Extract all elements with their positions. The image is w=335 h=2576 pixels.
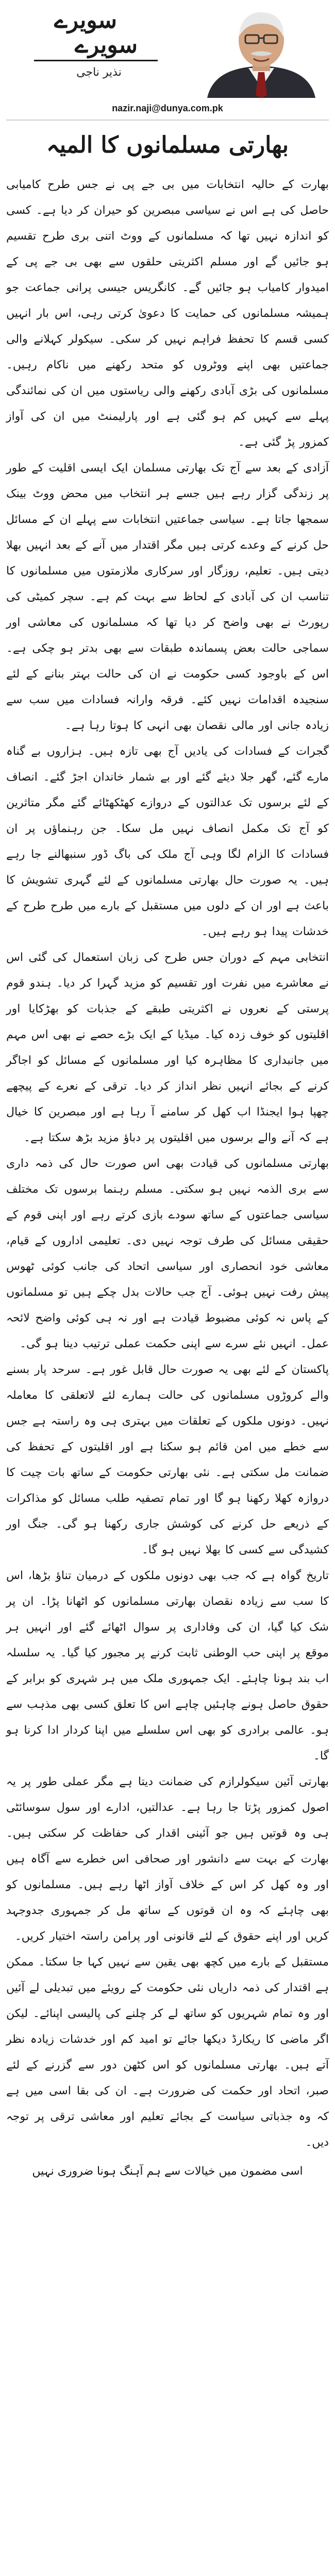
article-paragraph: مستقبل کے بارے میں کچھ بھی یقین سے نہیں کہا جا سکتا۔ ممکن ہے اقتدار کی ذمہ داریاں نئی حکومت کے رویئے میں تبدیلی لے آئیں اور وہ تمام شہریوں کو ساتھ لے کر چلنے کی پالیسی اپنائے۔ لیکن اگر ماضی کا ریکارڈ دیکھا جائے تو امید کم اور خدشات زیادہ نظر آتے ہیں۔ بھارتی مسلمانوں کو اس کٹھن دور سے گزرنے کے لئے صبر، اتحاد اور حکمت کی ضرورت ہے۔ ان کی بقا اسی میں ہے کہ وہ جذباتی سیاست کے بجائے تعلیم اور معاشی ترقی پر توجہ دیں۔	[6, 1956, 329, 2149]
author-portrait	[197, 5, 326, 98]
author-email: nazir.naji@dunya.com.pk	[112, 103, 223, 113]
article-paragraph: پاکستان کے لئے بھی یہ صورت حال قابل غور ہے۔ سرحد پار بسنے والے کروڑوں مسلمانوں کی حالت ہمارے لئے لاتعلقی کا معاملہ نہیں۔ دونوں ملکوں کے تعلقات میں بہتری ہی وہ راستہ ہے جس سے خطے میں امن قائم ہو سکتا ہے اور اقلیتوں کے تحفظ کی ضمانت مل سکتی ہے۔ نئی بھارتی حکومت کے ساتھ بات چیت کا دروازہ کھلا رکھنا ہو گا اور تمام تصفیہ طلب مسائل کو مذاکرات کے ذریعے حل کرنے کی کوشش جاری رکھنا ہو گی۔ جنگ اور کشیدگی سے کسی کا بھلا نہیں ہو گا۔	[6, 1363, 329, 1556]
masthead-line-1: سویرے	[54, 7, 117, 33]
article-paragraph: بھارتی مسلمانوں کی قیادت بھی اس صورت حال کی ذمہ داری سے بری الذمہ نہیں ہو سکتی۔ مسلم رہنما برسوں تک مختلف سیاسی جماعتوں کے ساتھ سودے بازی کرتے رہے اور اپنی قوم کے حقیقی مسائل کی طرف توجہ نہیں دی۔ تعلیمی اداروں کے قیام، معاشی خود انحصاری اور سیاسی اتحاد کی جانب کوئی ٹھوس پیش رفت نہیں ہوئی۔ آج جب حالات بدل چکے ہیں تو مسلمانوں کے پاس نہ کوئی مضبوط قیادت ہے اور نہ ہی کوئی واضح لائحہ عمل۔ انہیں نئے سرے سے اپنی حکمت عملی ترتیب دینا ہو گی۔	[6, 1157, 329, 1350]
article-paragraph: آزادی کے بعد سے آج تک بھارتی مسلمان ایک ایسی اقلیت کے طور پر زندگی گزار رہے ہیں جسے ہر انتخاب میں محض ووٹ بینک سمجھا جاتا ہے۔ سیاسی جماعتیں انتخابات سے پہلے ان کے مسائل حل کرنے کے وعدے کرتی ہیں مگر اقتدار میں آنے کے بعد انہیں بھلا دیتی ہیں۔ تعلیم، روزگار اور سرکاری ملازمتوں میں مسلمانوں کا تناسب ان کی آبادی کے لحاظ سے بہت کم ہے۔ سچر کمیٹی کی رپورٹ نے بھی واضح کر دیا تھا کہ مسلمانوں کی معاشی اور سماجی حالت بعض پسماندہ طبقات سے بھی بدتر ہو چکی ہے۔ اس کے باوجود کسی حکومت نے ان کی حالت بہتر بنانے کے لئے سنجیدہ اقدامات نہیں کئے۔ فرقہ وارانہ فسادات میں سب سے زیادہ جانی اور مالی نقصان بھی انہی کا ہوتا رہا ہے۔	[6, 462, 329, 732]
author-name: نذیر ناجی	[76, 66, 122, 79]
column-masthead	[19, 8, 173, 61]
article-paragraph: تاریخ گواہ ہے کہ جب بھی دونوں ملکوں کے درمیان تناؤ بڑھا، اس کا سب سے زیادہ نقصان بھارتی مسلمانوں کو اٹھانا پڑا۔ ان پر شک کیا گیا، ان کی وفاداری پر سوال اٹھائے گئے اور انہیں ہر موقع پر اپنی حب الوطنی ثابت کرنے پر مجبور کیا گیا۔ یہ سلسلہ اب بند ہونا چاہئے۔ ایک جمہوری ملک میں ہر شہری کو برابر کے حقوق حاصل ہونے چاہئیں چاہے اس کا تعلق کسی بھی مذہب سے ہو۔ عالمی برادری کو بھی اس سلسلے میں اپنا کردار ادا کرنا ہو گا۔	[6, 1569, 329, 1762]
masthead-rule	[34, 60, 158, 61]
article-disclaimer: اسی مضمون میں خیالات سے ہم آہنگ ہونا ضروری نہیں	[32, 2165, 303, 2178]
article-paragraph: انتخابی مہم کے دوران جس طرح کی زبان استعمال کی گئی اس نے معاشرے میں نفرت اور تقسیم کو مزید گہرا کر دیا۔ ہندو قوم پرستی کے نعروں نے اکثریتی طبقے کے جذبات کو بھڑکایا اور اقلیتوں کو خوف زدہ کیا۔ میڈیا کے ایک بڑے حصے نے بھی اس مہم میں جانبداری کا مظاہرہ کیا اور مسلمانوں کے مسائل کو اجاگر کرنے کے بجائے انہیں نظر انداز کر دیا۔ ترقی کے نعرے کے پیچھے چھپا ہوا ایجنڈا اب کھل کر سامنے آ رہا ہے اور مبصرین کا خیال ہے کہ آنے والے برسوں میں اقلیتوں پر دباؤ مزید بڑھ سکتا ہے۔	[6, 951, 329, 1144]
article-headline: بھارتی مسلمانوں کا المیہ	[46, 132, 289, 158]
author-portrait-image	[197, 5, 326, 98]
article-paragraph: بھارت کے حالیہ انتخابات میں بی جے پی نے جس طرح کامیابی حاصل کی ہے اس نے سیاسی مبصرین کو حیران کر دیا ہے۔ کسی کو اندازہ نہیں تھا کہ مسلمانوں کے ووٹ اتنی بری طرح تقسیم ہو جائیں گے اور مسلم اکثریتی حلقوں سے بھی بی جے پی کے امیدوار کامیاب ہو جائیں گے۔ کانگریس جیسی پرانی جماعت جو ہمیشہ مسلمانوں کی حمایت کا دعویٰ کرتی رہی، اس بار انہیں کسی قسم کا تحفظ فراہم نہیں کر سکی۔ سیکولر کہلانے والی جماعتیں بھی اپنے ووٹروں کو متحد رکھنے میں ناکام رہیں۔ مسلمانوں کی بڑی آبادی رکھنے والی ریاستوں میں ان کی نمائندگی پہلے سے کہیں کم ہو گئی ہے اور پارلیمنٹ میں ان کی آواز کمزور پڑ گئی ہے۔	[6, 178, 329, 449]
article-body	[6, 172, 329, 2156]
masthead-line-2: سویرے	[75, 32, 138, 58]
article-paragraph: گجرات کے فسادات کی یادیں آج بھی تازہ ہیں۔ ہزاروں بے گناہ مارے گئے، گھر جلا دیئے گئے اور بے شمار خاندان اجڑ گئے۔ انصاف کے لئے برسوں تک عدالتوں کے دروازے کھٹکھٹائے گئے مگر متاثرین کو آج تک مکمل انصاف نہیں مل سکا۔ جن رہنماؤں پر ان فسادات کا الزام لگا وہی آج ملک کی باگ ڈور سنبھالنے جا رہے ہیں۔ یہ صورت حال بھارتی مسلمانوں کے لئے گہری تشویش کا باعث ہے اور ان کے دلوں میں مستقبل کے بارے میں طرح طرح کے خدشات پیدا ہو رہے ہیں۔	[6, 745, 329, 938]
article-paragraph: بھارتی آئین سیکولرازم کی ضمانت دیتا ہے مگر عملی طور پر یہ اصول کمزور پڑتا جا رہا ہے۔ عدالتیں، ادارے اور سول سوسائٹی ہی وہ قوتیں ہیں جو آئینی اقدار کی حفاظت کر سکتی ہیں۔ بھارت کے بہت سے دانشور اور صحافی اس خطرے سے آگاہ ہیں اور وہ کھل کر اس کے خلاف آواز اٹھا رہے ہیں۔ مسلمانوں کو بھی چاہئے کہ وہ ان قوتوں کے ساتھ مل کر جمہوری جدوجہد کریں اور اپنے حقوق کے لئے قانونی اور پرامن راستہ اختیار کریں۔	[6, 1775, 329, 1943]
column-header	[6, 0, 329, 121]
